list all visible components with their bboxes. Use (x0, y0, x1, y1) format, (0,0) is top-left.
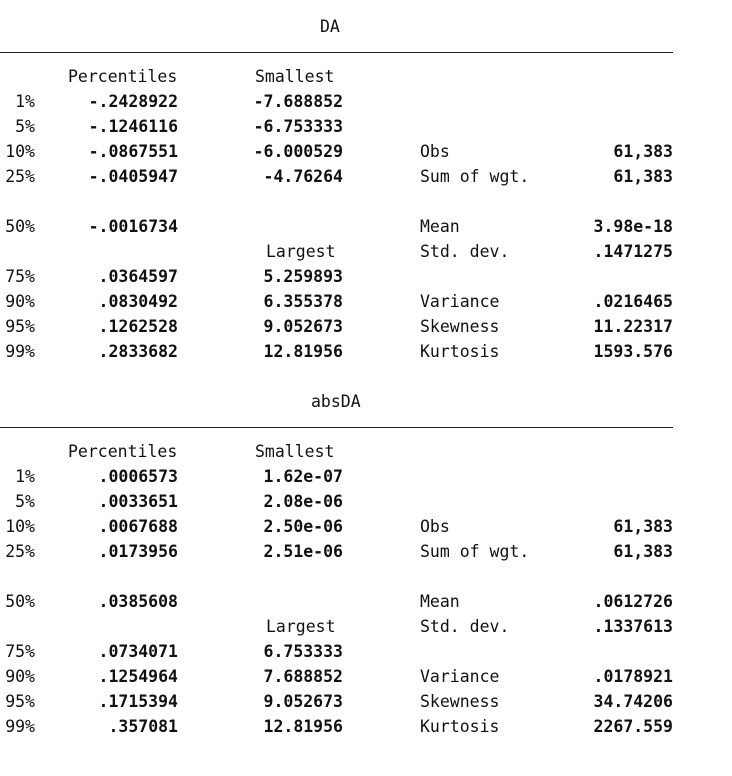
largest-header: Largest (266, 617, 336, 636)
percentile-label: 90% (5, 292, 35, 311)
stat-value: 2267.559 (593, 717, 673, 736)
percentile-value: .0173956 (98, 542, 178, 561)
header-rule (0, 52, 673, 53)
extreme-value: 9.052673 (263, 692, 343, 711)
extreme-value: -6.000529 (253, 142, 343, 161)
percentile-label: 5% (15, 117, 35, 136)
percentile-label: 25% (5, 167, 35, 186)
extreme-value: 5.259893 (263, 267, 343, 286)
percentile-value: -.1246116 (88, 117, 178, 136)
stat-value: 1593.576 (593, 342, 673, 361)
smallest-header: Smallest (255, 442, 335, 461)
stat-label: Kurtosis (420, 717, 500, 736)
percentile-label: 50% (5, 217, 35, 236)
percentile-label: 75% (5, 267, 35, 286)
stat-value: 3.98e-18 (593, 217, 673, 236)
extreme-value: -6.753333 (253, 117, 343, 136)
percentile-label: 1% (15, 467, 35, 486)
stat-value: 61,383 (613, 542, 673, 561)
stat-label: Skewness (420, 317, 500, 336)
stat-value: .0612726 (593, 592, 673, 611)
stat-value: .1337613 (593, 617, 673, 636)
extreme-value: 2.50e-06 (263, 517, 343, 536)
header-rule (0, 427, 673, 428)
stat-value: .1471275 (593, 242, 673, 261)
percentile-value: .0830492 (98, 292, 178, 311)
extreme-value: -7.688852 (253, 92, 343, 111)
stat-label: Obs (420, 142, 450, 161)
table-title: absDA (311, 392, 361, 411)
percentile-value: .357081 (108, 717, 178, 736)
percentile-value: .0006573 (98, 467, 178, 486)
extreme-value: 12.81956 (263, 717, 343, 736)
percentile-label: 25% (5, 542, 35, 561)
stat-label: Std. dev. (420, 617, 510, 636)
stat-value: .0178921 (593, 667, 673, 686)
largest-header: Largest (266, 242, 336, 261)
stat-label: Mean (420, 217, 460, 236)
percentile-value: .0385608 (98, 592, 178, 611)
extreme-value: 6.355378 (263, 292, 343, 311)
extreme-value: -4.76264 (263, 167, 343, 186)
extreme-value: 6.753333 (263, 642, 343, 661)
stat-value: 34.74206 (593, 692, 673, 711)
stat-label: Kurtosis (420, 342, 500, 361)
stat-label: Obs (420, 517, 450, 536)
stat-value: 61,383 (613, 142, 673, 161)
smallest-header: Smallest (255, 67, 335, 86)
percentile-label: 75% (5, 642, 35, 661)
percentiles-header: Percentiles (68, 442, 178, 461)
percentile-label: 99% (5, 342, 35, 361)
percentile-label: 99% (5, 717, 35, 736)
percentile-value: -.0867551 (88, 142, 178, 161)
percentile-label: 10% (5, 142, 35, 161)
percentile-value: -.2428922 (88, 92, 178, 111)
extreme-value: 9.052673 (263, 317, 343, 336)
percentile-label: 50% (5, 592, 35, 611)
stat-label: Variance (420, 667, 500, 686)
stat-value: 11.22317 (593, 317, 673, 336)
percentile-value: .1262528 (98, 317, 178, 336)
stat-label: Sum of wgt. (420, 167, 530, 186)
extreme-value: 7.688852 (263, 667, 343, 686)
percentile-label: 1% (15, 92, 35, 111)
percentile-value: .1715394 (98, 692, 178, 711)
stat-label: Sum of wgt. (420, 542, 530, 561)
extreme-value: 12.81956 (263, 342, 343, 361)
extreme-value: 2.08e-06 (263, 492, 343, 511)
percentile-value: -.0016734 (88, 217, 178, 236)
table-title: DA (320, 17, 340, 36)
extreme-value: 1.62e-07 (263, 467, 343, 486)
stat-label: Variance (420, 292, 500, 311)
stat-label: Mean (420, 592, 460, 611)
percentile-value: .1254964 (98, 667, 178, 686)
percentile-value: .0033651 (98, 492, 178, 511)
stat-value: 61,383 (613, 517, 673, 536)
summary-table-da (0, 0, 680, 375)
percentile-label: 90% (5, 667, 35, 686)
summary-table-absda (0, 375, 680, 750)
percentiles-header: Percentiles (68, 67, 178, 86)
stat-value: 61,383 (613, 167, 673, 186)
percentile-value: .0364597 (98, 267, 178, 286)
percentile-label: 10% (5, 517, 35, 536)
percentile-value: .2833682 (98, 342, 178, 361)
extreme-value: 2.51e-06 (263, 542, 343, 561)
percentile-label: 95% (5, 692, 35, 711)
stat-label: Std. dev. (420, 242, 510, 261)
stat-label: Skewness (420, 692, 500, 711)
percentile-label: 95% (5, 317, 35, 336)
percentile-label: 5% (15, 492, 35, 511)
percentile-value: .0067688 (98, 517, 178, 536)
percentile-value: .0734071 (98, 642, 178, 661)
percentile-value: -.0405947 (88, 167, 178, 186)
stat-value: .0216465 (593, 292, 673, 311)
